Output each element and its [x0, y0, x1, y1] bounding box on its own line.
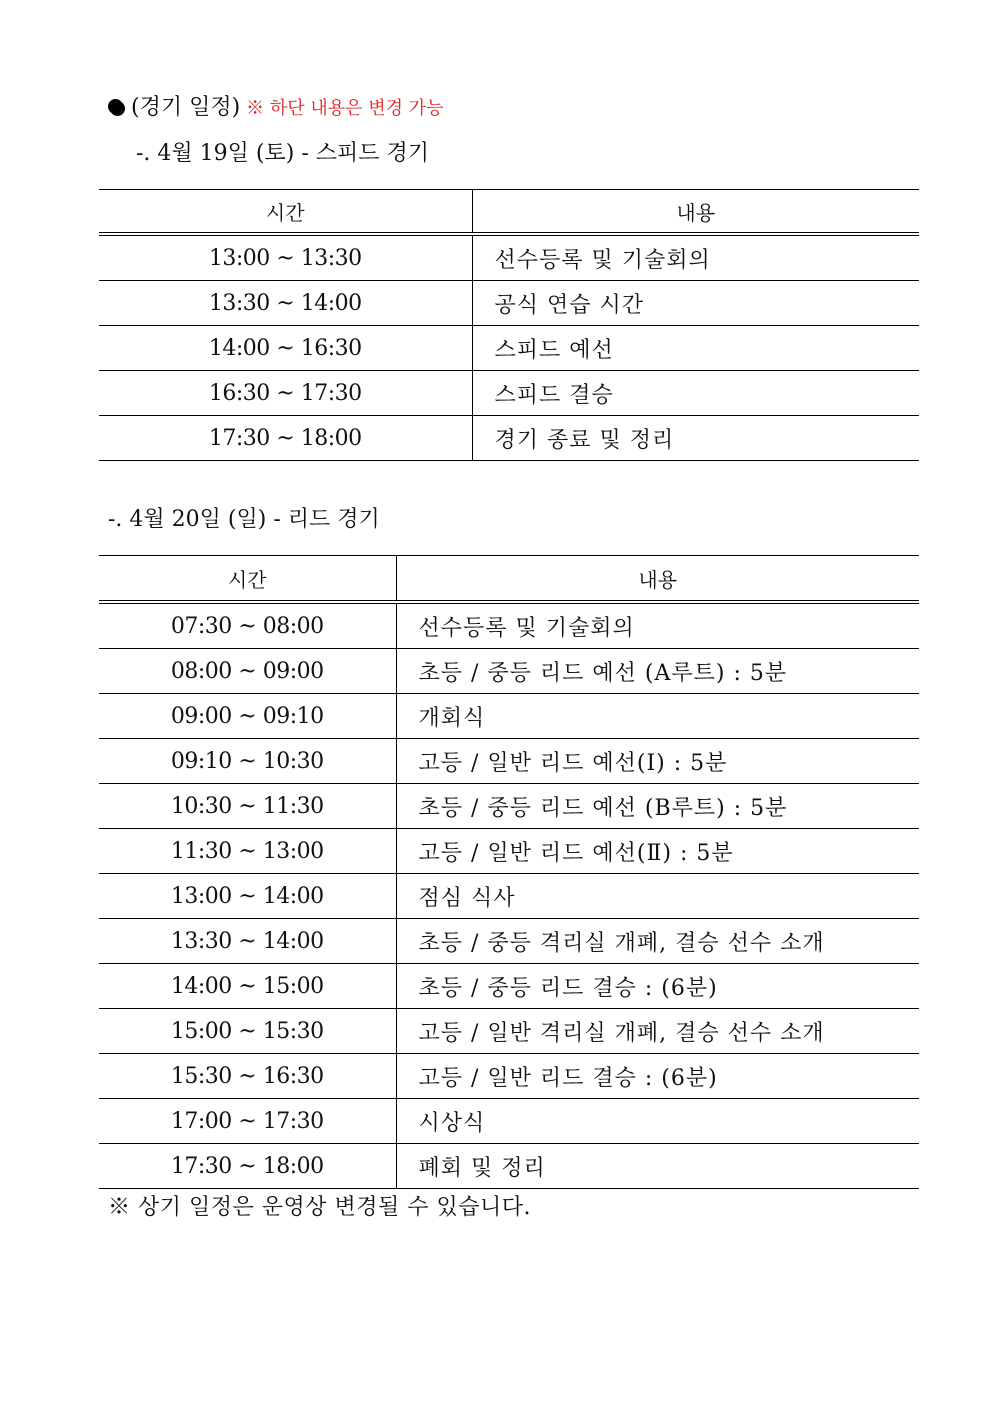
content-cell: 폐회 및 정리: [396, 1144, 919, 1189]
table-row: [99, 829, 919, 874]
time-cell: 14:00 ~ 16:30: [99, 326, 472, 371]
day1-title: -. 4월 19일 (토) - 스피드 경기: [136, 141, 429, 166]
time-cell: 17:30 ~ 18:00: [99, 416, 472, 461]
table-row: [99, 1099, 919, 1144]
table-header-row: [99, 190, 919, 235]
table-row: [99, 416, 919, 461]
content-cell: 경기 종료 및 정리: [472, 416, 919, 461]
time-cell: 09:00 ~ 09:10: [99, 694, 396, 739]
table-row: [99, 1144, 919, 1189]
table-row: [99, 371, 919, 416]
time-cell: 11:30 ~ 13:00: [99, 829, 396, 874]
content-cell: 개회식: [396, 694, 919, 739]
time-cell: 13:30 ~ 14:00: [99, 281, 472, 326]
content-cell: 초등 / 중등 격리실 개폐, 결승 선수 소개: [396, 919, 919, 964]
time-cell: 09:10 ~ 10:30: [99, 739, 396, 784]
schedule-footnote: ※ 상기 일정은 운영상 변경될 수 있습니다.: [108, 1195, 531, 1220]
table-row: [99, 919, 919, 964]
circle-bullet-icon: [108, 99, 123, 114]
table-row: [99, 1009, 919, 1054]
column-header-content: 내용: [396, 556, 919, 603]
column-header-time: 시간: [99, 190, 472, 235]
table-row: [99, 234, 919, 281]
table-row: [99, 874, 919, 919]
table-row: [99, 281, 919, 326]
time-cell: 08:00 ~ 09:00: [99, 649, 396, 694]
content-cell: 고등 / 일반 리드 결승 : (6분): [396, 1054, 919, 1099]
time-cell: 13:00 ~ 14:00: [99, 874, 396, 919]
time-cell: 13:00 ~ 13:30: [99, 234, 472, 281]
content-cell: 공식 연습 시간: [472, 281, 919, 326]
table-row: [99, 784, 919, 829]
content-cell: 스피드 예선: [472, 326, 919, 371]
table-row: [99, 694, 919, 739]
table-header-row: [99, 556, 919, 603]
time-cell: 17:00 ~ 17:30: [99, 1099, 396, 1144]
column-header-time: 시간: [99, 556, 396, 603]
content-cell: 선수등록 및 기술회의: [396, 602, 919, 649]
content-cell: 선수등록 및 기술회의: [472, 234, 919, 281]
content-cell: 고등 / 일반 리드 예선(Ⅱ) : 5분: [396, 829, 919, 874]
table-row: [99, 649, 919, 694]
column-header-content: 내용: [472, 190, 919, 235]
table-row: [99, 326, 919, 371]
time-cell: 13:30 ~ 14:00: [99, 919, 396, 964]
day2-schedule-table: [99, 555, 919, 1189]
time-cell: 15:00 ~ 15:30: [99, 1009, 396, 1054]
schedule-heading: [108, 90, 444, 121]
content-cell: 점심 식사: [396, 874, 919, 919]
heading-note: ※ 하단 내용은 변경 가능: [246, 98, 444, 119]
content-cell: 초등 / 중등 리드 예선 (A루트) : 5분: [396, 649, 919, 694]
heading-title: (경기 일정): [131, 95, 241, 120]
day2-title: -. 4월 20일 (일) - 리드 경기: [108, 507, 380, 532]
content-cell: 고등 / 일반 리드 예선(Ⅰ) : 5분: [396, 739, 919, 784]
time-cell: 16:30 ~ 17:30: [99, 371, 472, 416]
time-cell: 07:30 ~ 08:00: [99, 602, 396, 649]
table-row: [99, 739, 919, 784]
table-row: [99, 964, 919, 1009]
table-row: [99, 602, 919, 649]
table-row: [99, 1054, 919, 1099]
content-cell: 스피드 결승: [472, 371, 919, 416]
time-cell: 10:30 ~ 11:30: [99, 784, 396, 829]
day1-schedule-table: [99, 189, 919, 461]
content-cell: 시상식: [396, 1099, 919, 1144]
content-cell: 초등 / 중등 리드 예선 (B루트) : 5분: [396, 784, 919, 829]
time-cell: 14:00 ~ 15:00: [99, 964, 396, 1009]
time-cell: 15:30 ~ 16:30: [99, 1054, 396, 1099]
content-cell: 초등 / 중등 리드 결승 : (6분): [396, 964, 919, 1009]
time-cell: 17:30 ~ 18:00: [99, 1144, 396, 1189]
content-cell: 고등 / 일반 격리실 개폐, 결승 선수 소개: [396, 1009, 919, 1054]
